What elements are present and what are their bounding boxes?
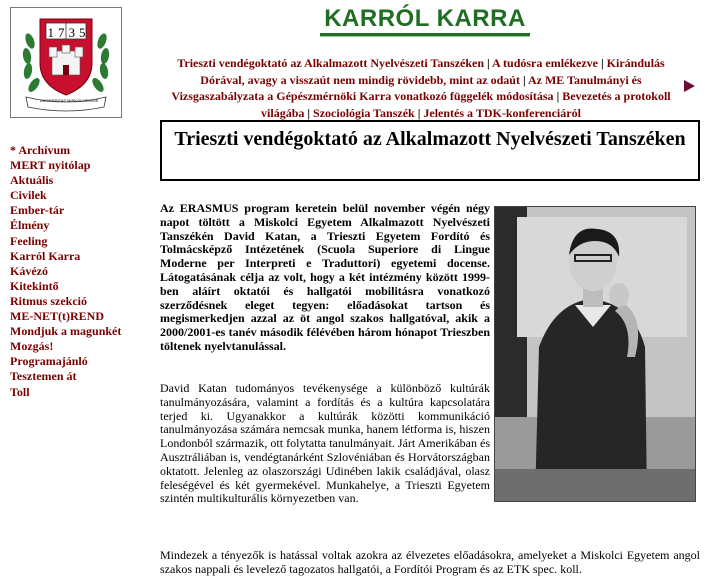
university-logo[interactable] [10,7,122,118]
sidenav-item-me-nettrend[interactable]: ME-NET(t)REND [10,309,104,324]
article-paragraph: David Katan tudományos tevékenysége a különböző kultúrák tanulmányozására, valamint a fordítás és a kultúra kapcsolatára terjed ki. Ugyanakkor a kultúrák közötti kommunikáció tanulmányozása számára nemcsak munka, hanem létforma is, hiszen Londonból származik, ott folytatta tanulmányait. Járt Amerikában és Ausztráliában is, vendégtanárként Szlovéniában és Horvátországban oktatott. Jelenleg az olaszországi Udinében lakik családjával, olasz feleségével és két gyermekével. Munkahelye, a Trieszti Egyetem szintén multikulturális környezetben van. [160,381,490,506]
logo-year: 1735 [47,25,90,40]
article-title: Trieszti vendégoktató az Alkalmazott Nyelvészeti Tanszéken [160,120,700,181]
article-paragraph: Mindezek a tényezők is hatással voltak azokra az élvezetes előadásokra, amelyeket a Miskolci Egyetem angol szakos nappali és levelező tagozatos hallgatói, a Fordítói Program és az ETK spec. koll. [160,548,700,576]
separator: | [417,105,421,120]
sidenav-item-ritmus-szekcio[interactable]: Ritmus szekció [10,293,87,308]
sidenav-item-aktualis[interactable]: Aktuális [10,173,54,188]
separator: | [522,72,526,87]
article-photo [494,206,696,502]
separator: | [307,105,311,120]
logo-banner: UNIVERSITAS MISKOLCIENSIS [39,98,99,103]
sidenav-item-mert-nyitolap[interactable]: MERT nyitólap [10,158,91,173]
sidenav-item-karrol-karra[interactable]: Karról Karra [10,248,81,263]
sidenav-item-programajanlo[interactable]: Programajánló [10,354,88,369]
headline-link-protokoll[interactable]: Bevezetés a protokoll világába [261,89,671,120]
separator: | [487,56,490,70]
sidenav-item-tesztemen-at[interactable]: Tesztemen át [10,369,77,384]
sidenav-item-civilek[interactable]: Civilek [10,188,47,203]
sidenav-item-mozgas[interactable]: Mozgás! [10,339,54,354]
side-navigation [10,143,158,400]
headline-link-kirandulas[interactable]: Kirándulás Dórával, avagy a visszaút nem mindig rövidebb, mint az odaút [200,56,665,87]
sidenav-item-ember-tar[interactable]: Ember-tár [10,203,65,218]
article-intro: Az ERASMUS program keretein belül november végén négy napot töltött a Miskolci Egyetem Alkalmazott Nyelvészeti Tanszékén David Katan, a Trieszti Egyetem Fordító és Tolmácsképző Intézetének (Scuola Superiore di Lingue Moderne per Interpreti e Traduttori) egyetemi docense. Látogatásának célja az volt, hogy a két intézmény között 1999-ben aláírt oktatói és hallgatói mobilitásra vonatkozó szerződésnek eleget tegyen: előadásokat tartson és megismerkedjen azzal az öt angol szakos hallgatóval, akik a 2000/2001-es tanév második félévében három hónapot Trieszben töltenek nyelvtanulással. [160,201,490,353]
masthead-title: KARRÓL KARRA [324,5,526,32]
headline-link-triest[interactable]: Trieszti vendégoktató az Alkalmazott Nyelvészeti Tanszéken [177,56,485,70]
sidenav-item-elmeny[interactable]: Élmény [10,218,50,233]
sidenav-item-archivum[interactable]: * Archívum [10,143,71,157]
masthead [320,5,530,33]
headline-link-tdk[interactable]: Jelentés a TDK-konferenciáról [423,105,581,120]
headline-link-tudos[interactable]: A tudósra emlékezve [492,56,599,70]
headline-link-szociologia[interactable]: Szociológia Tanszék [313,105,415,120]
sidenav-item-toll[interactable]: Toll [10,384,30,399]
lecturer-photo-icon [495,207,695,501]
masthead-underline-light [320,36,530,37]
sidenav-item-feeling[interactable]: Feeling [10,233,48,248]
headline-links [168,55,674,121]
sidenav-item-kavezo[interactable]: Kávézó [10,263,48,278]
headline-link-szabalyzat[interactable]: Az ME Tanulmányi és Vizsgaszabályzata a Gépészmérnöki Karra vonatkozó függelék módosítása [171,72,642,103]
separator: | [556,89,560,103]
arrow-right-icon[interactable] [684,80,695,92]
sidenav-item-kitekinto[interactable]: Kitekintő [10,278,59,293]
sidenav-item-mondjuk[interactable]: Mondjuk a magunkét [10,324,122,339]
separator: | [601,56,604,70]
